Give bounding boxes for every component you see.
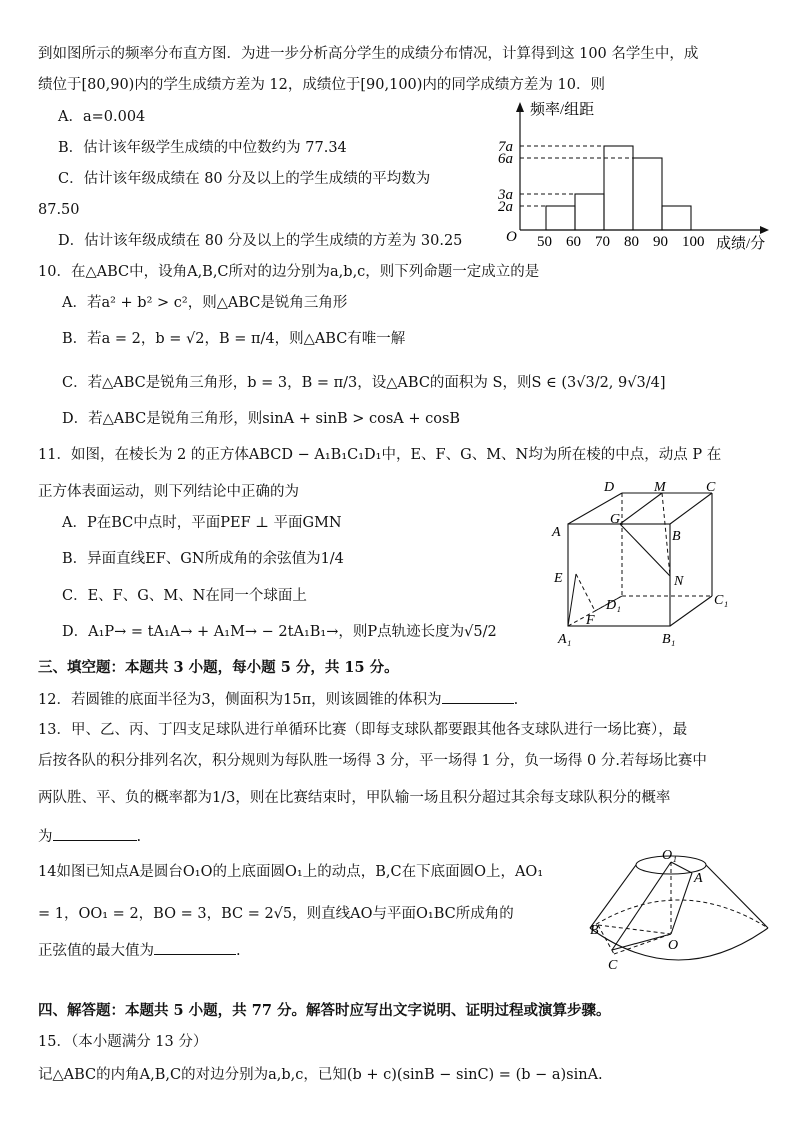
y-axis-arrow: [516, 102, 524, 112]
label-D1: D₁: [606, 598, 621, 613]
label-O1: O₁: [662, 848, 677, 863]
q12-line: [38, 689, 518, 710]
q11-option-c: C．E、F、G、M、N在同一个球面上: [62, 588, 307, 604]
q13-line1: 13．甲、乙、丙、丁四支足球队进行单循环比赛（即每支球队都要跟其他各支球队进行一场比赛），最: [38, 722, 688, 738]
q11-option-b: B．异面直线EF、GN所成角的余弦值为1/4: [62, 551, 344, 567]
q13-tail: .: [136, 829, 142, 845]
q11-stem-line1: 11．如图，在棱长为 2 的正方体ABCD − A₁B₁C₁D₁中，E、F、G、M、N均为所在棱的中点，动点 P 在: [38, 447, 722, 463]
q9-option-a: A．a=0.004: [58, 109, 146, 125]
q14-answer-blank[interactable]: [154, 940, 236, 955]
x-tick-label: 70: [595, 234, 610, 250]
label-A1: A₁: [558, 632, 572, 647]
label-E: E: [554, 571, 563, 586]
label-O: O: [668, 938, 679, 953]
frequency-histogram: [490, 98, 790, 253]
q12-stem: 12．若圆锥的底面半径为3，侧面积为15π，则该圆锥的体积为: [38, 692, 442, 708]
q10-option-d: D．若△ABC是锐角三角形，则sinA + sinB > cosA + cosB: [62, 411, 461, 427]
label-C1: C₁: [714, 593, 729, 608]
q12-answer-blank[interactable]: [442, 689, 514, 704]
x-axis-arrow: [760, 226, 769, 234]
bar-60-70: [575, 194, 604, 230]
x-tick-label: 100: [682, 234, 705, 250]
q9-option-c-cont: 87.50: [38, 202, 80, 218]
x-tick-label: 80: [624, 234, 639, 250]
y-tick-label: 2a: [498, 199, 513, 215]
label-M: M: [654, 480, 666, 495]
x-tick-label: 90: [653, 234, 668, 250]
label-N: N: [674, 574, 684, 589]
q14-prefix: 正弦值的最大值为: [38, 943, 154, 959]
label-B: B: [590, 923, 599, 938]
q9-option-b: B．估计该年级学生成绩的中位数约为 77.34: [58, 140, 347, 156]
q15-stem: 记△ABC的内角A,B,C的对边分别为a,b,c，已知(b + c)(sinB − sinC) = (b − a)sinA.: [38, 1067, 603, 1083]
q11-option-d: D．A₁P→ = tA₁A→ + A₁M→ − 2tA₁B₁→，则P点轨迹长度为√5/2: [62, 624, 497, 640]
bar-70-80: [604, 146, 633, 230]
origin-label: O: [506, 229, 517, 245]
label-B1: B₁: [662, 632, 676, 647]
section-4-heading: 四、解答题：本题共 5 小题，共 77 分。解答时应写出文字说明、证明过程或演算步骤。: [38, 1002, 611, 1019]
q14-line1: 14如图已知点A是圆台O₁O的上底面圆O₁上的动点，B,C在下底面圆O上，AO₁: [38, 864, 544, 880]
q12-tail: .: [513, 692, 519, 708]
x-tick-label: 50: [537, 234, 552, 250]
q13-line4: [38, 826, 141, 847]
label-A: A: [552, 525, 561, 540]
label-D: D: [604, 480, 615, 495]
x-tick-label: 60: [566, 234, 581, 250]
q10-option-c: C．若△ABC是锐角三角形，b = 3，B = π/3，设△ABC的面积为 S，则S ∈ (3√3/2, 9√3/4]: [62, 375, 666, 391]
y-tick-label: 7a: [498, 139, 513, 155]
bar-50-60: [546, 206, 575, 230]
label-A: A: [694, 871, 703, 886]
x-axis-label: 成绩/分: [716, 236, 766, 252]
q13-line2: 后按各队的积分排列名次，积分规则为每队胜一场得 3 分，平一场得 1 分，负一场得 0 分.若每场比赛中: [38, 753, 707, 769]
q15-heading: 15．（本小题满分 13 分）: [38, 1034, 208, 1050]
q11-stem-line2: 正方体表面运动，则下列结论中正确的为: [38, 484, 299, 500]
cube-figure: [548, 476, 748, 651]
label-G: G: [610, 512, 621, 527]
section-3-heading: 三、填空题：本题共 3 小题，每小题 5 分，共 15 分。: [38, 659, 399, 676]
bar-80-90: [633, 158, 662, 230]
label-C: C: [608, 958, 618, 973]
q9-option-c: C．估计该年级成绩在 80 分及以上的学生成绩的平均数为: [58, 171, 431, 187]
frustum-figure: [578, 842, 778, 977]
label-F: F: [586, 613, 595, 628]
q11-option-a: A．P在BC中点时，平面PEF ⊥ 平面GMN: [62, 515, 342, 531]
bar-90-100: [662, 206, 691, 230]
q9-stem-line2: 绩位于[80,90)内的学生成绩方差为 12，成绩位于[90,100)内的同学成绩方差为 10．则: [38, 77, 605, 93]
q14-tail: .: [236, 943, 241, 959]
q10-stem: 10．在△ABC中，设角A,B,C所对的边分别为a,b,c，则下列命题一定成立的是: [38, 264, 540, 280]
y-tick-label: 6a: [498, 151, 513, 167]
label-B: B: [672, 529, 681, 544]
q13-prefix: 为: [38, 829, 53, 845]
q13-line3: 两队胜、平、负的概率都为1/3，则在比赛结束时，甲队输一场且积分超过其余每支球队积分的概率: [38, 790, 671, 806]
label-C: C: [706, 480, 716, 495]
q13-answer-blank[interactable]: [53, 826, 137, 841]
y-axis-label: 频率/组距: [530, 102, 595, 118]
q9-option-d: D．估计该年级成绩在 80 分及以上的学生成绩的方差为 30.25: [58, 233, 463, 249]
q14-line2: = 1，OO₁ = 2，BO = 3，BC = 2√5，则直线AO与平面O₁BC所成角的: [38, 906, 514, 922]
q10-option-a: A．若a² + b² > c²，则△ABC是锐角三角形: [62, 295, 348, 311]
y-tick-label: 3a: [498, 187, 513, 203]
q9-stem-line1: 到如图所示的频率分布直方图．为进一步分析高分学生的成绩分布情况，计算得到这 100 名学生中，成: [38, 46, 699, 62]
q14-line3: [38, 940, 241, 961]
q10-option-b: B．若a = 2，b = √2，B = π/4，则△ABC有唯一解: [62, 331, 406, 347]
